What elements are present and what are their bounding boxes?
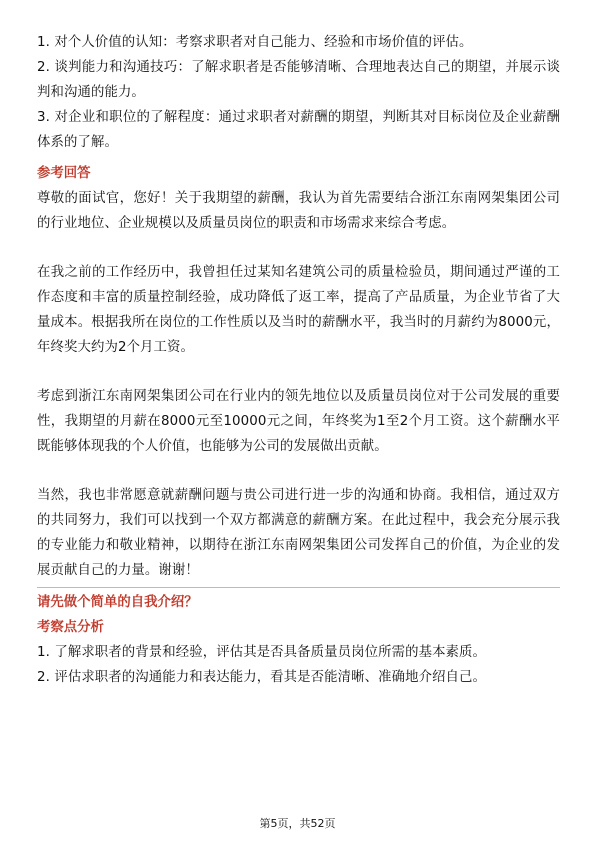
page-content bbox=[37, 30, 560, 690]
paragraph-gap bbox=[37, 236, 560, 260]
section-divider bbox=[37, 587, 560, 588]
answer-paragraph-2: 在我之前的工作经历中，我曾担任过某知名建筑公司的质量检验员，期间通过严谨的工作态度和丰富的质量控制经验，成功降低了返工率，提高了产品质量，为企业节省了大量成本。根据我所在岗位的工作性质以及当时的薪酬水平，我当时的月薪约为8000元，年终奖大约为2个月工资。 bbox=[37, 265, 560, 355]
answer-paragraph-1: 尊敬的面试官，您好！关于我期望的薪酬，我认为首先需要结合浙江东南网架集团公司的行业地位、企业规模以及质量员岗位的职责和市场需求来综合考虑。 bbox=[37, 191, 560, 231]
analysis-heading: 考察点分析 bbox=[37, 620, 104, 635]
intro-item-1: 1. 对个人价值的认知：考察求职者对自己能力、经验和市场价值的评估。 bbox=[37, 35, 473, 50]
answer-heading: 参考回答 bbox=[37, 166, 91, 181]
intro-item-3: 3. 对企业和职位的了解程度：通过求职者对薪酬的期望，判断其对目标岗位及企业薪酬体系的了解。 bbox=[37, 110, 560, 150]
next-question: 请先做个简单的自我介绍？ bbox=[37, 595, 198, 610]
paragraph-gap bbox=[37, 459, 560, 483]
page-footer: 第5页，共52页 bbox=[259, 817, 336, 830]
answer-paragraph-3: 考虑到浙江东南网架集团公司在行业内的领先地位以及质量员岗位对于公司发展的重要性，我期望的月薪在8000元至10000元之间，年终奖为1至2个月工资。这个薪酬水平既能够体现我的个人价值，也能够为公司的发展做出贡献。 bbox=[37, 389, 560, 454]
analysis-item-1: 1. 了解求职者的背景和经验，评估其是否具备质量员岗位所需的基本素质。 bbox=[37, 645, 487, 660]
analysis-item-2: 2. 评估求职者的沟通能力和表达能力，看其是否能清晰、准确地介绍自己。 bbox=[37, 670, 487, 685]
paragraph-gap bbox=[37, 360, 560, 384]
answer-paragraph-4: 当然，我也非常愿意就薪酬问题与贵公司进行进一步的沟通和协商。我相信，通过双方的共同努力，我们可以找到一个双方都满意的薪酬方案。在此过程中，我会充分展示我的专业能力和敬业精神，以期待在浙江东南网架集团公司发挥自己的价值，为企业的发展贡献自己的力量。谢谢！ bbox=[37, 488, 560, 578]
intro-item-2: 2. 谈判能力和沟通技巧：了解求职者是否能够清晰、合理地表达自己的期望，并展示谈判和沟通的能力。 bbox=[37, 60, 560, 100]
